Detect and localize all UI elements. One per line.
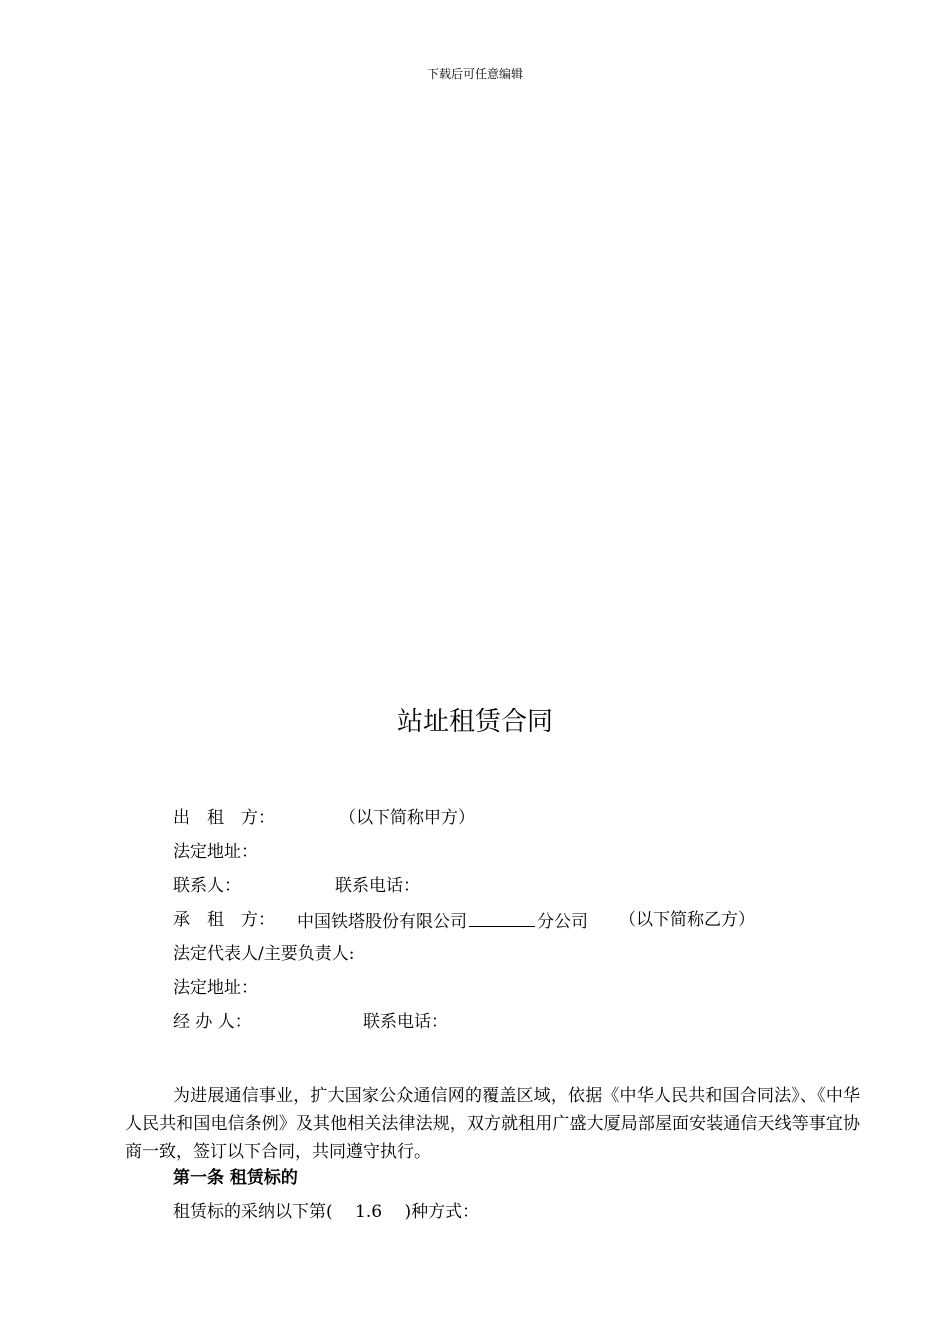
lessor-phone-label: 联系电话： — [335, 876, 420, 896]
lessee-handler-line — [173, 1010, 448, 1082]
lessee-handler-label: 经 办 人： — [173, 1012, 252, 1032]
lessee-label: 承 租 方： — [173, 910, 275, 930]
lessor-label: 出 租 方： — [173, 808, 275, 828]
branch-blank — [469, 908, 535, 927]
lessee-address-label: 法定地址： — [173, 978, 258, 998]
document-title: 站址租赁合同 — [396, 707, 553, 737]
lessee-suffix: （以下简称乙方） — [619, 910, 755, 930]
page-header-note: 下载后可任意编辑 — [426, 67, 523, 81]
lessee-rep-label: 法定代表人/主要负责人: — [173, 944, 355, 964]
lessee-company: 中国铁塔股份有限公司 — [297, 912, 467, 932]
article-1-line: 租赁标的采纳以下第( 1.6 )种方式： — [173, 1202, 480, 1222]
lessee-phone-label: 联系电话： — [363, 1012, 448, 1032]
lessee-company-group — [297, 908, 588, 934]
lessee-branch: 分公司 — [537, 912, 588, 932]
intro-paragraph: 为进展通信事业，扩大国家公众通信网的覆盖区域，依据《中华人民共和国合同法》、《中华人民共和国电信条例》及其他相关法律法规，双方就租用广盛大厦局部屋面安装通信天线等事宜协商一致，签订以下合同，共同遵守执行。 — [125, 1086, 860, 1162]
lessor-address-label: 法定地址： — [173, 842, 258, 862]
lessor-contact-label: 联系人： — [173, 876, 241, 896]
lessor-suffix: （以下简称甲方） — [339, 808, 475, 828]
article-1-heading: 第一条 租赁标的 — [173, 1168, 298, 1188]
